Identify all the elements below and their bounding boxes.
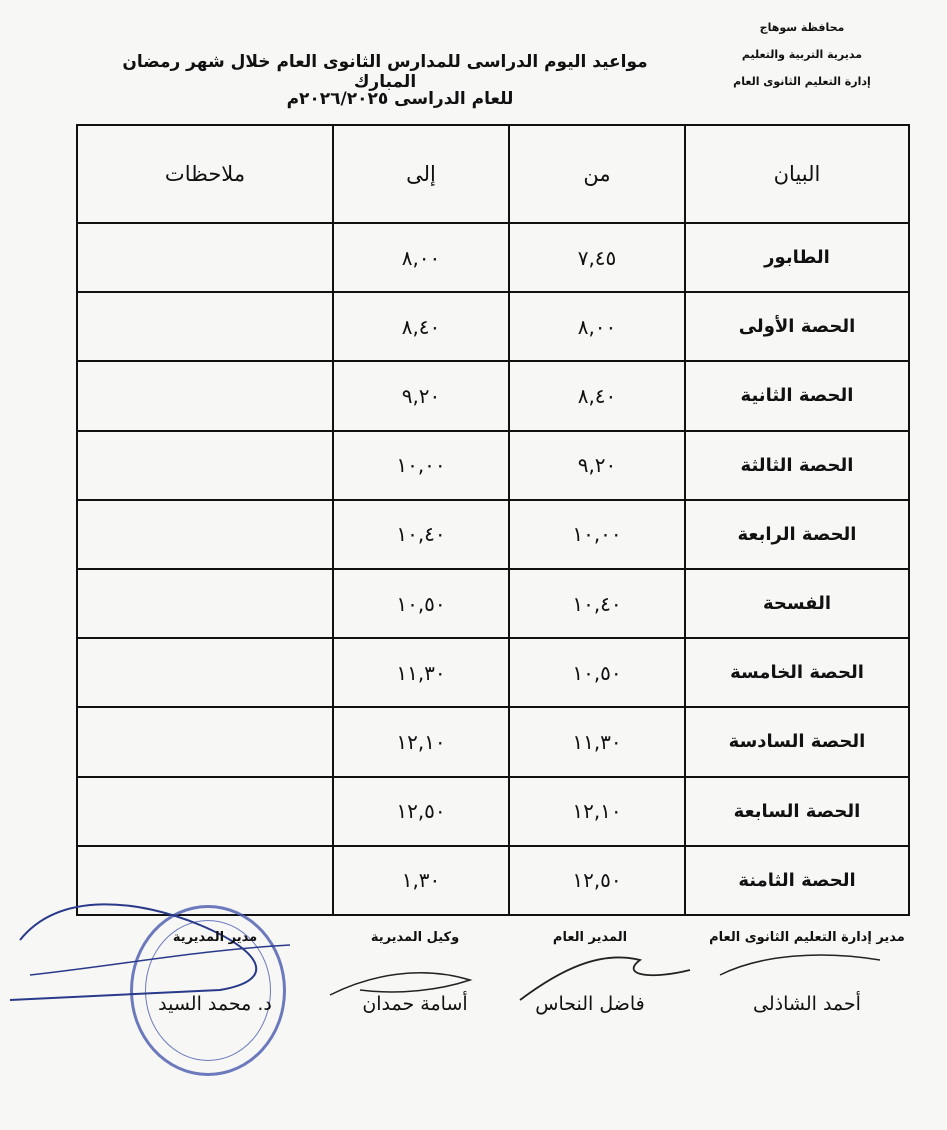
period-from: ٧,٤٥ bbox=[509, 223, 685, 292]
period-to: ٨,٤٠ bbox=[333, 292, 509, 361]
period-label: الحصة الثانية bbox=[685, 361, 909, 430]
governorate-label: محافظة سوهاج bbox=[759, 21, 845, 34]
period-from: ١١,٣٠ bbox=[509, 707, 685, 776]
period-notes bbox=[77, 292, 333, 361]
period-label: الحصة السابعة bbox=[685, 777, 909, 846]
period-to: ١٠,٠٠ bbox=[333, 431, 509, 500]
schedule-table bbox=[76, 124, 910, 916]
table-row bbox=[77, 707, 909, 776]
administration-label: إدارة التعليم الثانوى العام bbox=[733, 75, 871, 88]
period-to: ٩,٢٠ bbox=[333, 361, 509, 430]
table-row bbox=[77, 292, 909, 361]
period-notes bbox=[77, 777, 333, 846]
signature-block-general-director bbox=[520, 930, 660, 1015]
period-notes bbox=[77, 500, 333, 569]
period-from: ٨,٤٠ bbox=[509, 361, 685, 430]
signature-title: المدير العام bbox=[552, 930, 628, 945]
period-from: ١٠,٠٠ bbox=[509, 500, 685, 569]
period-label: الحصة الثامنة bbox=[685, 846, 909, 915]
period-to: ١١,٣٠ bbox=[333, 638, 509, 707]
letterhead bbox=[702, 22, 902, 103]
signature-block-directorate-director bbox=[125, 930, 305, 1015]
period-label: الفسحة bbox=[685, 569, 909, 638]
period-to: ١٠,٤٠ bbox=[333, 500, 509, 569]
table-row bbox=[77, 638, 909, 707]
column-header-to: إلى bbox=[333, 125, 509, 223]
signature-title: مدير المديرية bbox=[172, 930, 258, 945]
document-subtitle: للعام الدراسى ٢٠٢٦/٢٠٢٥م bbox=[286, 89, 514, 109]
signature-name: فاضل النحاس bbox=[535, 993, 645, 1015]
signature-name: د. محمد السيد bbox=[158, 993, 272, 1015]
period-to: ١٢,١٠ bbox=[333, 707, 509, 776]
directorate-label: مديرية التربية والتعليم bbox=[741, 48, 863, 61]
period-from: ١٠,٥٠ bbox=[509, 638, 685, 707]
table-row bbox=[77, 361, 909, 430]
period-from: ١٠,٤٠ bbox=[509, 569, 685, 638]
signature-name: أسامة حمدان bbox=[362, 993, 468, 1015]
period-notes bbox=[77, 569, 333, 638]
signature-block-secondary-director bbox=[697, 930, 917, 1015]
table-row bbox=[77, 500, 909, 569]
period-label: الطابور bbox=[685, 223, 909, 292]
period-label: الحصة الرابعة bbox=[685, 500, 909, 569]
period-notes bbox=[77, 638, 333, 707]
period-label: الحصة الأولى bbox=[685, 292, 909, 361]
period-from: ١٢,٥٠ bbox=[509, 846, 685, 915]
signature-block-deputy bbox=[345, 930, 485, 1015]
document-title: مواعيد اليوم الدراسى للمدارس الثانوى العام خلال شهر رمضان المبارك bbox=[122, 52, 648, 92]
table-row bbox=[77, 223, 909, 292]
period-label: الحصة السادسة bbox=[685, 707, 909, 776]
period-to: ١٢,٥٠ bbox=[333, 777, 509, 846]
column-header-label: البيان bbox=[685, 125, 909, 223]
period-notes bbox=[77, 223, 333, 292]
column-header-notes: ملاحظات bbox=[77, 125, 333, 223]
period-from: ١٢,١٠ bbox=[509, 777, 685, 846]
period-label: الحصة الخامسة bbox=[685, 638, 909, 707]
period-to: ٨,٠٠ bbox=[333, 223, 509, 292]
table-row bbox=[77, 431, 909, 500]
signature-title: وكيل المديرية bbox=[370, 930, 460, 945]
table-row bbox=[77, 569, 909, 638]
period-notes bbox=[77, 707, 333, 776]
signature-name: أحمد الشاذلى bbox=[753, 993, 861, 1015]
table-header-row bbox=[77, 125, 909, 223]
period-from: ٨,٠٠ bbox=[509, 292, 685, 361]
period-notes bbox=[77, 431, 333, 500]
period-to: ١,٣٠ bbox=[333, 846, 509, 915]
column-header-from: من bbox=[509, 125, 685, 223]
period-from: ٩,٢٠ bbox=[509, 431, 685, 500]
period-to: ١٠,٥٠ bbox=[333, 569, 509, 638]
period-label: الحصة الثالثة bbox=[685, 431, 909, 500]
signature-title: مدير إدارة التعليم الثانوى العام bbox=[709, 930, 905, 945]
period-notes bbox=[77, 361, 333, 430]
table-row bbox=[77, 777, 909, 846]
